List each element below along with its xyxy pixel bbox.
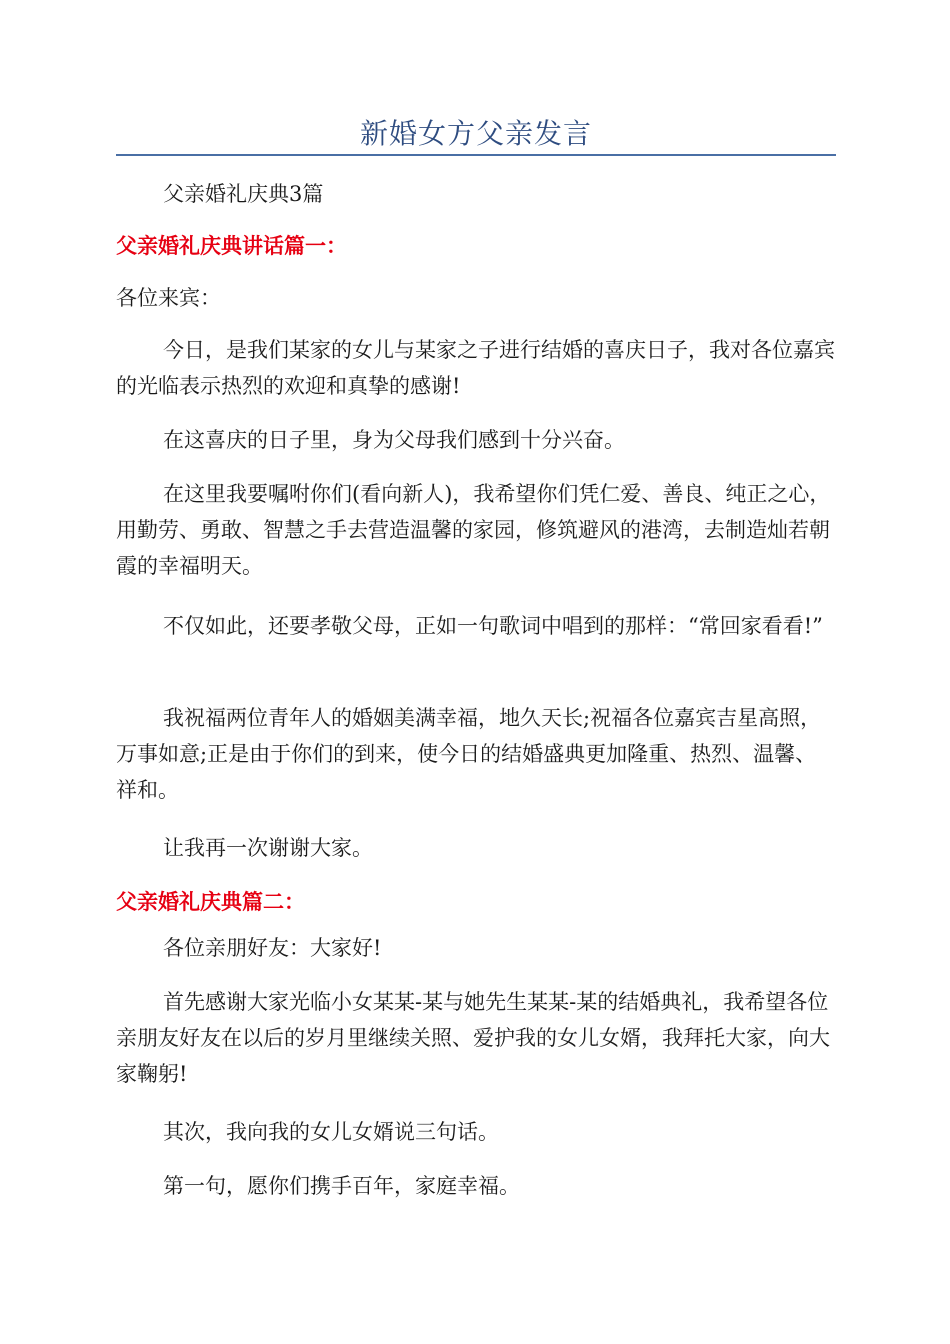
title-underline (116, 154, 836, 156)
section2-paragraph-3: 其次，我向我的女儿女婿说三句话。 (163, 1120, 499, 1144)
section1-paragraph-2: 在这喜庆的日子里，身为父母我们感到十分兴奋。 (163, 428, 625, 452)
section1-paragraph-1: 今日，是我们某家的女儿与某家之子进行结婚的喜庆日子，我对各位嘉宾的光临表示热烈的欢迎和真挚的感谢! (116, 338, 835, 398)
section2-paragraph-1: 各位亲朋好友：大家好! (163, 936, 382, 960)
section1-paragraph-6: 让我再一次谢谢大家。 (163, 836, 373, 860)
section1-paragraph-3: 在这里我要嘱咐你们(看向新人)，我希望你们凭仁爱、善良、纯正之心，用勤劳、勇敢、智慧之手去营造温馨的家园，修筑避风的港湾，去制造灿若朝霞的幸福明天。 (116, 482, 831, 578)
section1-paragraph-5: 我祝福两位青年人的婚姻美满幸福，地久天长;祝福各位嘉宾吉星高照，万事如意;正是由于你们的到来，使今日的结婚盛典更加隆重、热烈、温馨、祥和。 (116, 706, 822, 802)
section-heading-1: 父亲婚礼庆典讲话篇一： (116, 234, 347, 258)
section1-greeting: 各位来宾： (116, 286, 221, 310)
document-subtitle: 父亲婚礼庆典3篇 (163, 182, 324, 206)
section2-paragraph-2: 首先感谢大家光临小女某某-某与她先生某某-某的结婚典礼，我希望各位亲朋友好友在以后的岁月里继续关照、爱护我的女儿女婿，我拜托大家，向大家鞠躬! (116, 990, 830, 1086)
section2-paragraph-4: 第一句，愿你们携手百年，家庭幸福。 (163, 1174, 520, 1198)
document-title: 新婚女方父亲发言 (359, 117, 592, 150)
section-heading-2: 父亲婚礼庆典篇二： (116, 890, 305, 914)
section1-paragraph-4: 不仅如此，还要孝敬父母，正如一句歌词中唱到的那样：“常回家看看!” (163, 614, 823, 638)
